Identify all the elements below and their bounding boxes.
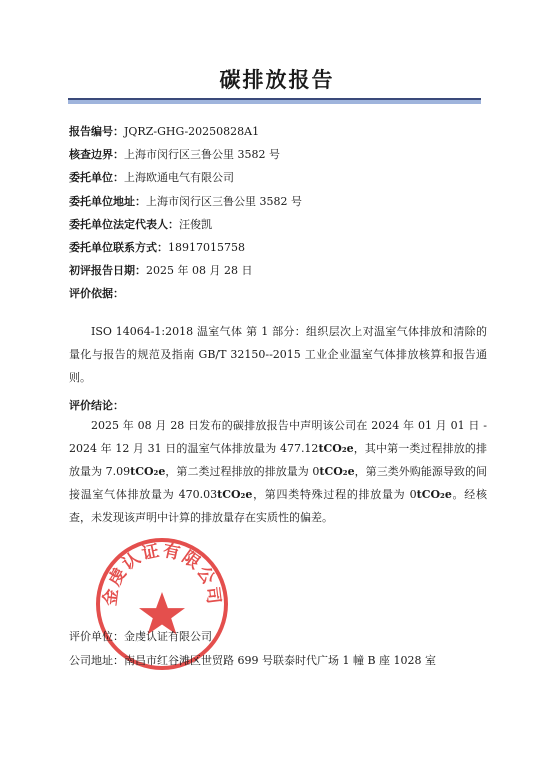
info-row-report-no: 报告编号：JQRZ-GHG-20250828A1 [69,125,260,138]
info-block [69,120,489,306]
company-address: 公司地址：南昌市红谷滩区世贸路 699 号联泰时代广场 1 幢 B 座 1028 室 [69,654,437,667]
info-row-legal-rep: 委托单位法定代表人：汪俊凯 [69,217,212,231]
info-row-basis: 评价依据： [69,287,124,301]
svg-text:金虔认证有限公司: 金虔认证有限公司 [100,540,224,607]
info-row-contact: 委托单位联系方式：18917015758 [69,240,245,254]
conclusion-label: 评价结论： [69,399,124,412]
document-title: 碳排放报告 [219,68,335,92]
conclusion-paragraph: 2025 年 08 月 28 日发布的碳排放报告中声明该公司在 2024 年 01 月 01 日 - 2024 年 12 月 31 日的温室气体排放量为 477.12tCO₂e，其中第一类过程排放的排放量为 7.09tCO₂e，第二类过程排放的排放量为 0tCO₂e，第三类外购能源导致的间接温室气体排放量为 470.03tCO₂e，第四类特殊过程的排放量为 0tCO₂e。经核查，未发现该声明中计算的排放量存在实质性的偏差。 [69,419,487,524]
info-row-client: 委托单位：上海欧通电气有限公司 [69,171,234,185]
title-rule-shadow [68,100,481,104]
info-row-client-address: 委托单位地址：上海市闵行区三鲁公里 3582 号 [69,194,302,208]
info-row-report-date: 初评报告日期：2025 年 08 月 28 日 [69,264,253,278]
info-row-boundary: 核查边界：上海市闵行区三鲁公里 3582 号 [69,148,280,162]
basis-paragraph: ISO 14064-1:2018 温室气体 第 1 部分：组织层次上对温室气体排放和清除的量化与报告的规范及指南 GB/T 32150--2015 工业企业温室气体排放核算和报告通则。 [69,325,487,384]
evaluation-org: 评价单位：金虔认证有限公司 [69,630,212,643]
